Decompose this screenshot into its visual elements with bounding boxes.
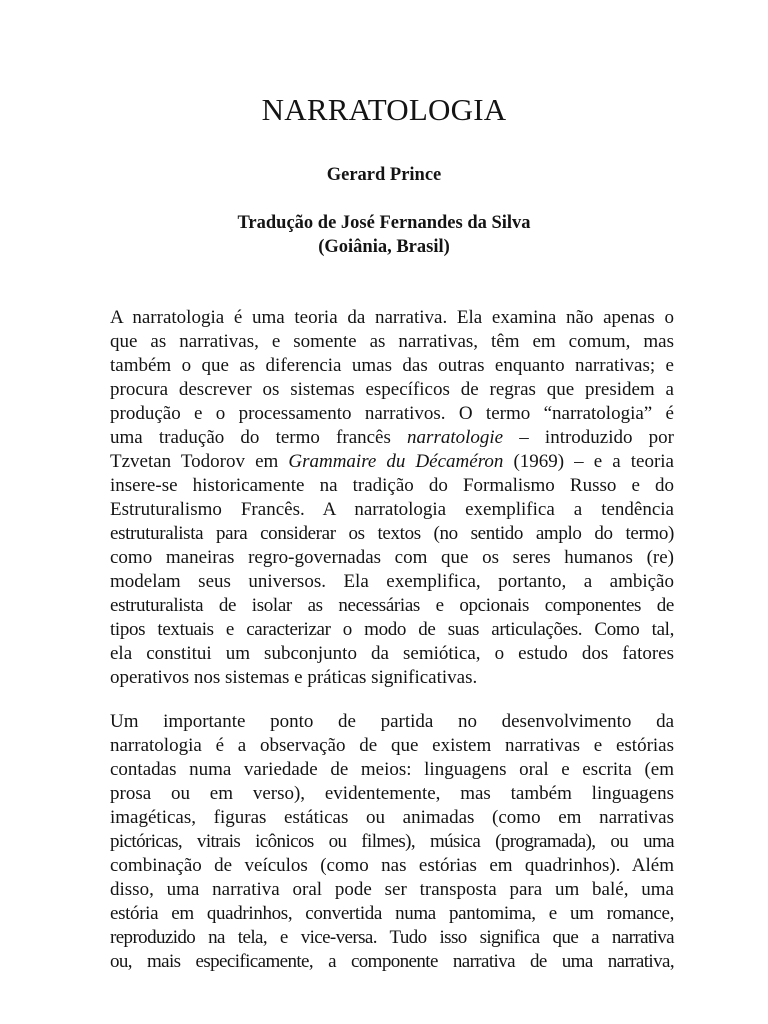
paragraph-line: imagéticas, figuras estáticas ou animadas (como em narrativas: [110, 807, 674, 828]
paragraph-line: tipos textuais e caracterizar o modo de suas articulações. Como tal,: [110, 619, 674, 640]
line-segment: Tzvetan Todorov em: [110, 451, 289, 472]
paragraph-line: insere-se historicamente na tradição do Formalismo Russo e do: [110, 475, 674, 496]
paragraph-line: ela constitui um subconjunto da semiótica, o estudo dos fatores: [110, 643, 674, 664]
paragraph-1: [110, 306, 674, 690]
paragraph-line: estruturalista para considerar os textos (no sentido amplo do termo): [110, 523, 674, 544]
translator-location: (Goiânia, Brasil): [318, 237, 450, 257]
paragraph-line: Um importante ponto de partida no desenvolvimento da: [110, 711, 674, 732]
translator-line: Tradução de José Fernandes da Silva: [237, 213, 531, 233]
translation-credit: [0, 211, 768, 259]
paragraph-line: [110, 450, 674, 474]
paragraph-line: reproduzido na tela, e vice-versa. Tudo isso significa que a narrativa: [110, 927, 674, 948]
author-name: Gerard Prince: [326, 165, 442, 185]
paragraph-line: prosa ou em verso), evidentemente, mas também linguagens: [110, 783, 674, 804]
paragraph-line: Estruturalismo Francês. A narratologia exemplifica a tendência: [110, 499, 674, 520]
paragraph-line: como maneiras regro-governadas com que os seres humanos (re): [110, 547, 674, 568]
paragraph-line: disso, uma narrativa oral pode ser transposta para um balé, uma: [110, 879, 674, 900]
paragraph-line: combinação de veículos (como nas estórias em quadrinhos). Além: [110, 855, 674, 876]
line-segment: uma tradução do termo francês: [110, 427, 408, 448]
paragraph-line: A narratologia é uma teoria da narrativa. Ela examina não apenas o: [110, 307, 674, 328]
paragraph-line: que as narrativas, e somente as narrativas, têm em comum, mas: [110, 331, 674, 352]
paragraph-line: operativos nos sistemas e práticas significativas.: [110, 667, 478, 688]
document-title: NARRATOLOGIA: [261, 92, 507, 127]
paragraph-line: contadas numa variedade de meios: linguagens oral e escrita (em: [110, 759, 674, 780]
paragraph-line: procura descrever os sistemas específicos de regras que presidem a: [110, 379, 674, 400]
paragraph-line: pictóricas, vitrais icônicos ou filmes), música (programada), ou uma: [110, 831, 674, 852]
paragraph-line: estruturalista de isolar as necessárias e opcionais componentes de: [110, 595, 674, 616]
paragraph-line: produção e o processamento narrativos. O termo “narratologia” é: [110, 403, 674, 424]
paragraph-line: narratologia é a observação de que existem narrativas e estórias: [110, 735, 674, 756]
italic-term: narratologie: [407, 427, 504, 448]
paragraph-line: estória em quadrinhos, convertida numa pantomima, e um romance,: [110, 903, 674, 924]
paragraph-line: também o que as diferencia umas das outras enquanto narrativas; e: [110, 355, 674, 376]
italic-title: Grammaire du Décaméron: [288, 451, 504, 472]
paragraph-line: [110, 426, 674, 450]
paragraph-2: [110, 710, 674, 974]
line-segment: (1969) – e a teoria: [503, 451, 674, 472]
line-segment: – introduzido por: [503, 427, 674, 448]
paragraph-line: modelam seus universos. Ela exemplifica, portanto, a ambição: [110, 571, 674, 592]
paragraph-line: ou, mais especificamente, a componente narrativa de uma narrativa,: [110, 951, 674, 972]
